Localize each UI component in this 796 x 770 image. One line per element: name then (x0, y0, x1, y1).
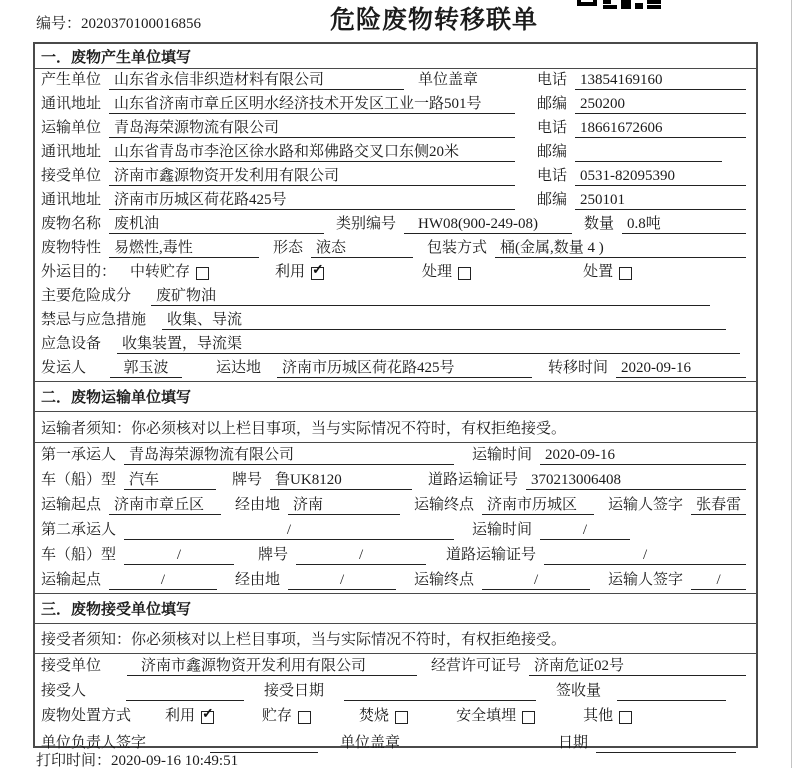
field-label: 第二承运人 (41, 522, 117, 538)
row-route2 (35, 568, 756, 593)
right-column (525, 191, 750, 210)
field-label: 类别编号 (336, 216, 397, 232)
row-waste-name (35, 213, 756, 237)
checkbox-label: 安全填埋 (456, 708, 517, 724)
row-receiver-address (35, 189, 756, 213)
transporter-signature-value: 张春雷 (691, 496, 746, 515)
field-label: 废物处置方式 (41, 708, 132, 724)
field-label: 运输终点 (414, 497, 475, 513)
row-producer-address (35, 93, 756, 117)
field-label: 运输时间 (472, 447, 533, 463)
row-receiving-unit (35, 654, 756, 679)
field-label: 产生单位 (41, 72, 102, 88)
producer-postcode-value: 250200 (575, 95, 746, 114)
checkbox-utilize-disposal (201, 711, 214, 724)
right-column (525, 119, 750, 138)
field-label: 接受人 (41, 683, 87, 699)
disposal-option (359, 707, 408, 726)
checkbox-dispose (619, 267, 632, 280)
qr-block (647, 5, 661, 9)
producer-name-value: 山东省永信非织造材料有限公司 (109, 71, 404, 90)
field-label: 邮编 (537, 192, 568, 208)
field-label: 运输起点 (41, 572, 102, 588)
print-time: 打印时间：2020-09-16 10:49:51 (36, 753, 239, 769)
field-label: 运输起点 (41, 497, 102, 513)
right-column (525, 95, 750, 114)
form-title: 危险废物转移联单 (330, 7, 539, 34)
origin-value: 济南市章丘区 (109, 496, 221, 515)
checkbox-label: 利用 (165, 708, 196, 724)
row-producer-unit (35, 69, 756, 93)
row-emergency-equipment (35, 333, 756, 357)
checkbox-landfill (522, 711, 535, 724)
checkbox-treat (458, 267, 471, 280)
transporter-signature2-value: / (691, 571, 746, 590)
checkbox-incinerate (395, 711, 408, 724)
row-transfer-purpose (35, 261, 756, 285)
waste-code-value: HW08(900-249-08) (404, 215, 572, 234)
disposal-option (456, 707, 535, 726)
field-label: 接受单位 (41, 658, 102, 674)
field-label: 邮编 (537, 144, 568, 160)
date-value (596, 734, 736, 753)
field-label: 通讯地址 (41, 96, 102, 112)
license-number-value: 济南危证02号 (529, 657, 746, 676)
field-label: 运输单位 (41, 120, 102, 136)
waste-quantity-value: 0.8吨 (622, 215, 746, 234)
row-route1 (35, 493, 756, 518)
qr-block (577, 0, 597, 6)
transporter-address-value: 山东省青岛市李沧区徐水路和郑佛路交叉口东侧20米 (109, 143, 515, 162)
purpose-option (130, 263, 209, 282)
field-label: 接受单位 (41, 168, 102, 184)
transport-date2-value: / (540, 521, 630, 540)
field-label: 数量 (584, 216, 615, 232)
producer-address-value: 山东省济南市章丘区明水经济技术开发区工业一路501号 (109, 95, 515, 114)
field-label: 签收量 (556, 683, 602, 699)
checkbox-label: 其他 (583, 708, 614, 724)
vehicle-type-value: 汽车 (124, 471, 216, 490)
checkbox-label: 中转贮存 (130, 264, 191, 280)
origin2-value: / (109, 571, 217, 590)
field-label: 废物特性 (41, 240, 102, 256)
field-label: 运输人签字 (608, 572, 684, 588)
via-value: 济南 (288, 496, 400, 515)
disposal-option (165, 707, 214, 726)
qr-block (603, 0, 611, 4)
producer-phone-value: 13854169160 (575, 71, 746, 90)
checkbox-label: 焚烧 (359, 708, 390, 724)
field-label: 应急设备 (41, 336, 102, 352)
field-label: 通讯地址 (41, 192, 102, 208)
plate-number-value: 鲁UK8120 (270, 471, 412, 490)
section3-header: 三．废物接受单位填写 (35, 593, 756, 624)
field-label: 包装方式 (427, 240, 488, 256)
qr-code-fragment (577, 0, 663, 9)
receiver-name-value: 济南市鑫源物资开发利用有限公司 (109, 167, 515, 186)
field-label: 运输人签字 (608, 497, 684, 513)
receiver-address-value: 济南市历城区荷花路425号 (109, 191, 515, 210)
section1-header: 一．废物产生单位填写 (35, 44, 756, 69)
field-label: 经营许可证号 (431, 658, 522, 674)
field-label: 发运人 (41, 360, 87, 376)
checkbox-utilize (311, 267, 324, 280)
qr-block (635, 3, 643, 9)
carrier1-value: 青岛海荣源物流有限公司 (124, 446, 454, 465)
endpoint-value: 济南市历城区 (482, 496, 594, 515)
receiver-notice: 接受者须知：你必须核对以上栏目事项，当与实际情况不符时，有权拒绝接受。 (35, 624, 756, 654)
row-receiver-person (35, 679, 756, 704)
field-label: 转移时间 (548, 360, 609, 376)
field-label: 经由地 (235, 497, 281, 513)
checkbox-label: 利用 (275, 264, 306, 280)
field-label: 运输终点 (414, 572, 475, 588)
field-label: 牌号 (258, 547, 289, 563)
received-amount-value (617, 682, 726, 701)
field-label: 日期 (558, 735, 589, 751)
field-label: 运达地 (216, 360, 262, 376)
checkbox-storage (298, 711, 311, 724)
field-label: 单位盖章 (418, 72, 479, 88)
qr-block (603, 5, 617, 9)
waste-property-value: 易燃性,毒性 (109, 239, 259, 258)
section2-header: 二．废物运输单位填写 (35, 381, 756, 412)
field-label: 电话 (537, 168, 568, 184)
destination-value: 济南市历城区荷花路425号 (277, 359, 532, 378)
disposal-option (262, 707, 311, 726)
consignor-value: 郭玉波 (110, 359, 182, 378)
row-vehicle2 (35, 543, 756, 568)
field-label: 单位盖章 (340, 735, 401, 751)
field-label: 接受日期 (264, 683, 325, 699)
transport-date-value: 2020-09-16 (540, 446, 746, 465)
precautions-value: 收集、导流 (162, 311, 726, 330)
serial-number: 编号：2020370100016856 (36, 16, 202, 32)
disposal-option (583, 707, 632, 726)
checkbox-label: 处置 (583, 264, 614, 280)
purpose-option (583, 263, 632, 282)
emergency-equipment-value: 收集装置，导流渠 (117, 335, 740, 354)
receive-date-value (344, 682, 536, 701)
page-edge-line (791, 0, 792, 768)
carrier2-value: / (124, 521, 454, 540)
purpose-option (422, 263, 471, 282)
right-column (525, 167, 750, 186)
field-label: 运输时间 (472, 522, 533, 538)
field-label: 道路运输证号 (446, 547, 537, 563)
row-transporter-unit (35, 117, 756, 141)
field-label: 禁忌与应急措施 (41, 312, 147, 328)
field-label: 单位负责人签字 (41, 735, 147, 751)
field-label: 废物名称 (41, 216, 102, 232)
road-permit2-value: / (544, 546, 746, 565)
field-label: 通讯地址 (41, 144, 102, 160)
row-precautions (35, 309, 756, 333)
field-label: 车（船）型 (41, 547, 117, 563)
transporter-notice: 运输者须知：你必须核对以上栏目事项，当与实际情况不符时，有权拒绝接受。 (35, 412, 756, 443)
row-transporter-address (35, 141, 756, 165)
road-permit-value: 370213006408 (526, 471, 746, 490)
field-label: 道路运输证号 (428, 472, 519, 488)
row-receiver-unit (35, 165, 756, 189)
endpoint2-value: / (482, 571, 590, 590)
row-waste-property (35, 237, 756, 261)
row-main-hazard (35, 285, 756, 309)
vehicle-type2-value: / (124, 546, 234, 565)
row-consignor (35, 357, 756, 381)
waste-name-value: 废机油 (109, 215, 324, 234)
row-disposal-method (35, 704, 756, 729)
field-label: 主要危险成分 (41, 288, 132, 304)
receiving-unit-value: 济南市鑫源物资开发利用有限公司 (127, 657, 417, 676)
row-carrier1 (35, 443, 756, 468)
via2-value: / (288, 571, 396, 590)
qr-block (647, 0, 661, 4)
waste-form-value: 液态 (311, 239, 413, 258)
field-label: 外运目的： (41, 264, 117, 280)
checkbox-other (619, 711, 632, 724)
checkbox-label: 处理 (422, 264, 453, 280)
field-label: 车（船）型 (41, 472, 117, 488)
field-label: 邮编 (537, 96, 568, 112)
waste-transfer-form (33, 42, 758, 751)
receiver-postcode-value: 250101 (575, 191, 746, 210)
receiver-person-value (126, 682, 244, 701)
field-label: 形态 (273, 240, 304, 256)
row-vehicle1 (35, 468, 756, 493)
qr-block (621, 0, 631, 9)
field-label: 电话 (537, 120, 568, 136)
transporter-postcode-value (575, 143, 722, 162)
field-label: 经由地 (235, 572, 281, 588)
right-column (525, 71, 750, 90)
checkbox-transit-storage (196, 267, 209, 280)
receiver-phone-value: 0531-82095390 (575, 167, 746, 186)
plate-number2-value: / (296, 546, 426, 565)
packaging-value: 桶(金属,数量 4 ) (495, 239, 746, 258)
transporter-phone-value: 18661672606 (575, 119, 746, 138)
field-label: 第一承运人 (41, 447, 117, 463)
field-label: 电话 (537, 72, 568, 88)
transfer-date-value: 2020-09-16 (616, 359, 746, 378)
checkbox-label: 贮存 (262, 708, 293, 724)
field-label: 牌号 (232, 472, 263, 488)
transporter-name-value: 青岛海荣源物流有限公司 (109, 119, 515, 138)
purpose-option (275, 263, 324, 282)
row-carrier2 (35, 518, 756, 543)
right-column (525, 143, 750, 162)
main-hazard-value: 废矿物油 (151, 287, 710, 306)
